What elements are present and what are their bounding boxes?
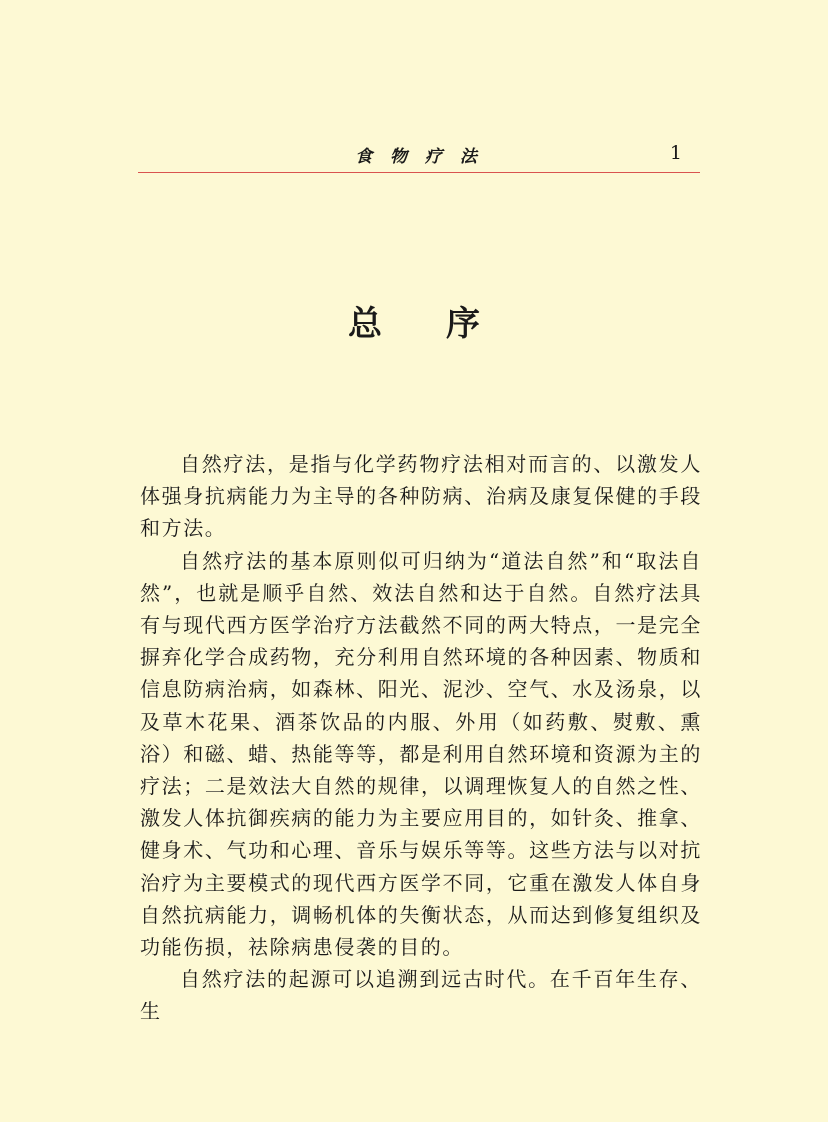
running-header [138, 140, 700, 173]
paragraph: 自然疗法的起源可以追溯到远古时代。在千百年生存、生 [140, 967, 702, 1024]
paragraph: 自然疗法，是指与化学药物疗法相对而言的、以激发人体强身抗病能力为主导的各种防病、治病及康复保健的手段和方法。 [140, 452, 702, 541]
section-title: 总序 [348, 304, 544, 344]
page-number: 1 [669, 142, 682, 164]
paragraph: 自然疗法的基本原则似可归纳为“道法自然”和“取法自然”，也就是顺乎自然、效法自然和达于自然。自然疗法具有与现代西方医学治疗方法截然不同的两大特点，一是完全摒弃化学合成药物，充分利用自然环境的各种因素、物质和信息防病治病，如森林、阳光、泥沙、空气、水及汤泉，以及草木花果、酒茶饮品的内服、外用（如药敷、熨敷、熏浴）和磁、蜡、热能等等，都是利用自然环境和资源为主的疗法；二是效法大自然的规律，以调理恢复人的自然之性、激发人体抗御疾病的能力为主要应用目的，如针灸、推拿、健身术、气功和心理、音乐与娱乐等等。这些方法与以对抗治疗为主要模式的现代西方医学不同，它重在激发人体自身自然抗病能力，调畅机体的失衡状态，从而达到修复组织及功能伤损，祛除病患侵袭的目的。 [140, 548, 702, 960]
running-header-title: 食 物 疗 法 [355, 147, 483, 167]
body-text [140, 448, 702, 1028]
